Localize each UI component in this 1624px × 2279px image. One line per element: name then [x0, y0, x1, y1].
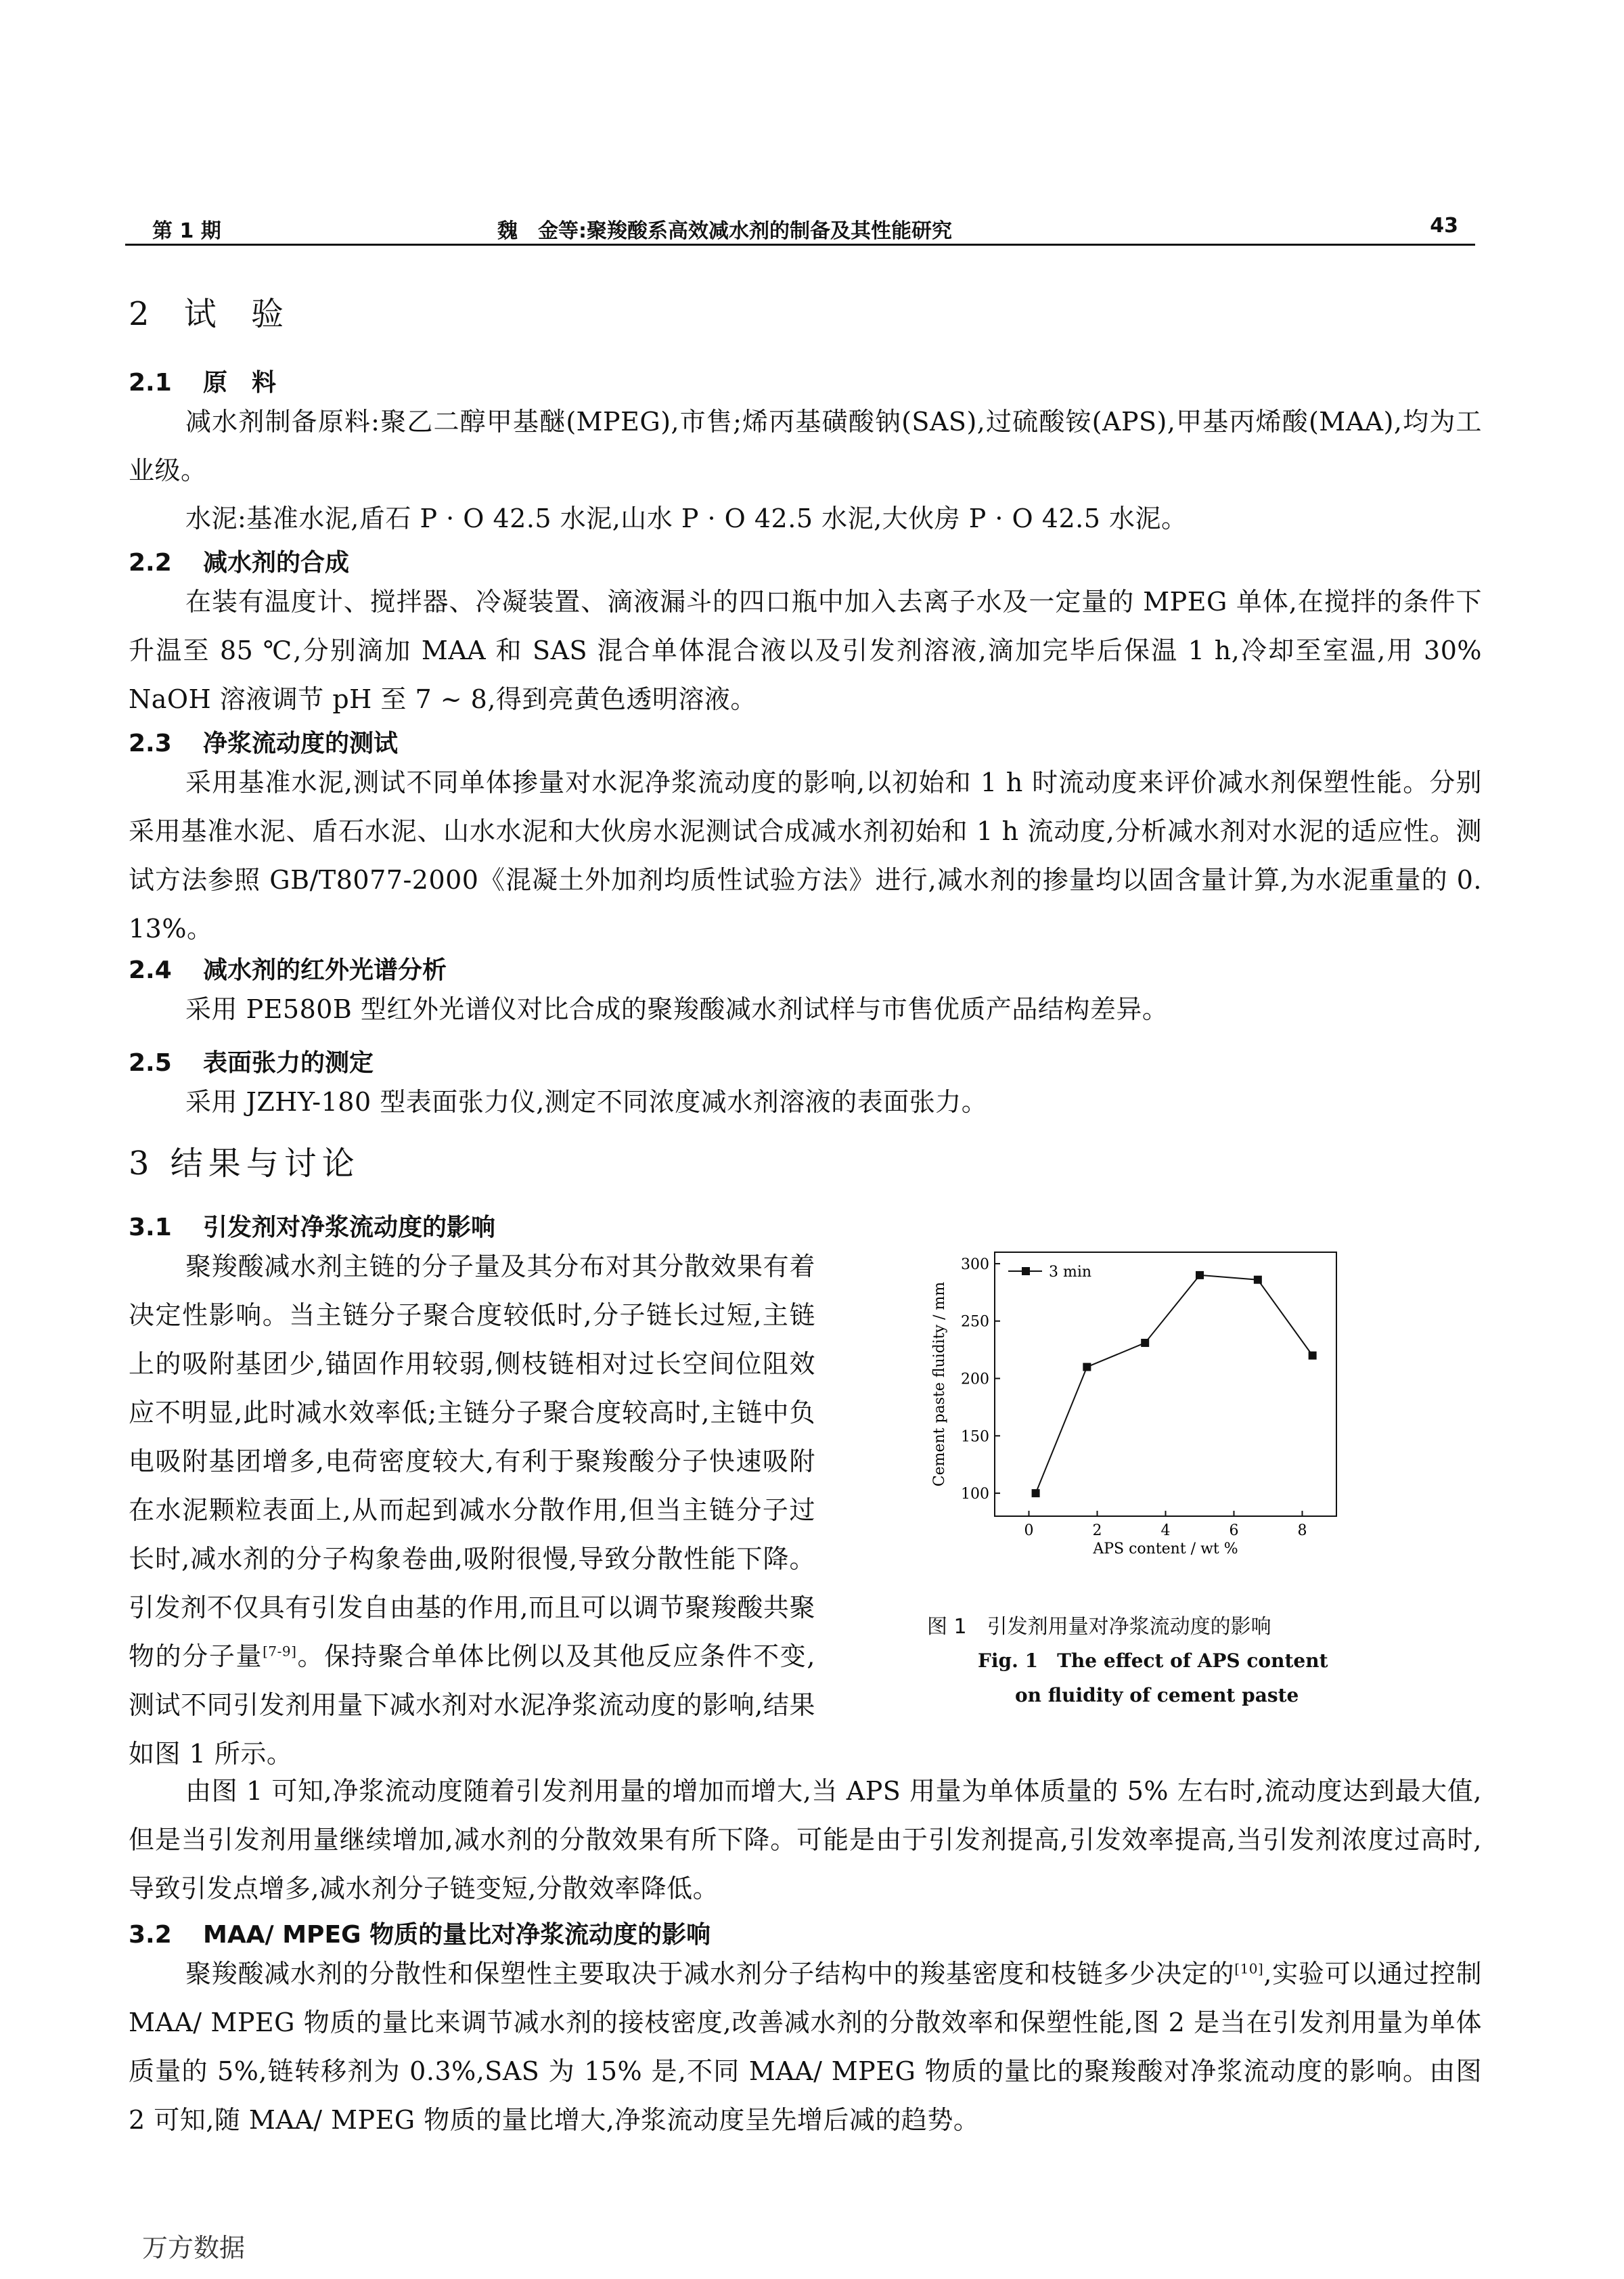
section-2-1-heading	[129, 363, 276, 398]
legend-marker	[1022, 1267, 1030, 1275]
data-point	[1254, 1276, 1262, 1284]
paragraph-text: 聚羧酸减水剂的分散性和保塑性主要取决于减水剂分子结构中的羧基密度和枝链多少决定的	[185, 1959, 1235, 1989]
y-tick-label: 200	[961, 1371, 989, 1388]
article-title-header: 魏 金等:聚羧酸系高效减水剂的制备及其性能研究	[497, 219, 952, 243]
watermark-text: 万方数据	[142, 2233, 246, 2263]
y-tick-label: 250	[961, 1313, 989, 1331]
y-tick-label: 100	[961, 1486, 989, 1503]
paragraph-3-2	[129, 1949, 1482, 2144]
y-axis-label: Cement paste fluidity / mm	[931, 1281, 948, 1487]
paragraph-2-1a: 减水剂制备原料:聚乙二醇甲基醚(MPEG),市售;烯丙基磺酸钠(SAS),过硫酸铵(APS),甲基丙烯酸(MAA),均为工业级。	[129, 407, 1482, 485]
data-point	[1083, 1363, 1091, 1371]
section-2-heading: 2 试 验	[129, 295, 296, 333]
paragraph-2-3: 采用基准水泥,测试不同单体掺量对水泥净浆流动度的影响,以初始和 1 h 时流动度来评价减水剂保塑性能。分别采用基准水泥、盾石水泥、山水水泥和大伙房水泥测试合成减水剂初始和 1 h 流动度,分析减水剂对水泥的适应性。测试方法参照 GB/T8077-2000《混凝土外加剂均质性试验方法》进行,减水剂的掺量均以固含量计算,为水泥重量的 0. 13%。	[129, 768, 1482, 944]
running-head	[125, 211, 1475, 246]
paragraph-3-1a	[129, 1242, 815, 1778]
heading-text: 减水剂的红外光谱分析	[203, 956, 447, 984]
paragraph-3-1b: 由图 1 可知,净浆流动度随着引发剂用量的增加而增大,当 APS 用量为单体质量的 5% 左右时,流动度达到最大值,但是当引发剂用量继续增加,减水剂的分散效果有所下降。可能是由于引发剂提高,引发效率提高,当引发剂浓度过高时,导致引发点增多,减水剂分子链变短,分散效率降低。	[129, 1776, 1482, 1903]
paragraph-text: 聚羧酸减水剂主链的分子量及其分布对其分散效果有着决定性影响。当主链分子聚合度较低时,分子链长过短,主链上的吸附基团少,锚固作用较弱,侧枝链相对过长空间位阻效应不明显,此时减水效率低;主链分子聚合度较高时,主链中负电吸附基团增多,电荷密度较大,有利于聚羧酸分子快速吸附在水泥颗粒表面上,从而起到减水分散作用,但当主链分子过长时,减水剂的分子构象卷曲,吸附很慢,导致分散性能下降。引发剂不仅具有引发自由基的作用,而且可以调节聚羧酸共聚物的分子量	[129, 1252, 815, 1671]
heading-number: 2.2	[129, 549, 172, 577]
legend-label: 3 min	[1049, 1264, 1092, 1281]
citation-ref: [10]	[1234, 1960, 1264, 1977]
section-2-4-heading	[129, 951, 447, 986]
x-tick-label: 8	[1297, 1522, 1307, 1539]
series-line	[1036, 1275, 1313, 1493]
paragraph-text-tail: 。保持聚合单体比例以及其他反应条件不变,测试不同引发剂用量下减水剂对水泥净浆流动度的影响,结果如图 1 所示。	[129, 1641, 815, 1769]
page-number: 43	[1430, 214, 1458, 238]
section-3-2-heading	[129, 1916, 710, 1950]
paragraph-2-2: 在装有温度计、搅拌器、冷凝装置、滴液漏斗的四口瓶中加入去离子水及一定量的 MPEG 单体,在搅拌的条件下升温至 85 ℃,分别滴加 MAA 和 SAS 混合单体混合液以及引发剂溶液,滴加完毕后保温 1 h,冷却至室温,用 30% NaOH 溶液调节 pH 至 7 ~ 8,得到亮黄色透明溶液。	[129, 587, 1482, 714]
x-tick-label: 2	[1092, 1522, 1102, 1539]
heading-text: 表面张力的测定	[203, 1049, 374, 1077]
data-point	[1309, 1352, 1317, 1360]
heading-text: 引发剂对净浆流动度的影响	[203, 1214, 496, 1241]
plot-frame	[995, 1252, 1336, 1516]
paragraph-text-tail: ,实验可以通过控制 MAA/ MPEG 物质的量比来调节减水剂的接枝密度,改善减水剂的分散效率和保塑性能,图 2 是当在引发剂用量为单体质量的 5%,链转移剂为 0.3%,SAS 为 15% 是,不同 MAA/ MPEG 物质的量比的聚羧酸对净浆流动度的影响。由图 2 可知,随 MAA/ MPEG 物质的量比增大,净浆流动度呈先增后减的趋势。	[129, 1959, 1482, 2135]
figure-caption-cn: 图 1 引发剂用量对净浆流动度的影响	[927, 1615, 1271, 1639]
heading-text: 减水剂的合成	[203, 549, 350, 577]
heading-number: 3.1	[129, 1214, 172, 1241]
x-tick-label: 6	[1229, 1522, 1239, 1539]
heading-number: 2.1	[129, 369, 172, 397]
paragraph-2-5: 采用 JZHY-180 型表面张力仪,测定不同浓度减水剂溶液的表面张力。	[185, 1087, 988, 1117]
section-3-1-heading	[129, 1208, 495, 1243]
figure-1	[900, 1239, 1435, 1618]
data-point	[1141, 1339, 1149, 1347]
heading-number: 2.5	[129, 1049, 172, 1077]
heading-number: 2.3	[129, 730, 172, 757]
heading-text: MAA/ MPEG 物质的量比对净浆流动度的影响	[203, 1921, 711, 1949]
data-point	[1196, 1271, 1204, 1279]
section-3-heading: 3 结果与讨论	[129, 1145, 360, 1182]
issue-label: 第 1 期	[152, 219, 221, 243]
x-tick-label: 4	[1160, 1522, 1171, 1539]
citation-ref: [7-9]	[263, 1643, 297, 1660]
figure-caption-en-line2: on fluidity of cement paste	[1015, 1684, 1299, 1706]
section-2-5-heading	[129, 1044, 374, 1078]
x-tick-label: 0	[1024, 1522, 1034, 1539]
heading-number: 2.4	[129, 956, 172, 984]
y-tick-label: 150	[961, 1428, 989, 1446]
section-2-3-heading	[129, 724, 398, 759]
heading-text: 原 料	[203, 369, 277, 397]
figure-caption-en-line1: Fig. 1 The effect of APS content	[978, 1650, 1328, 1672]
heading-text: 净浆流动度的测试	[203, 730, 399, 757]
fluidity-chart	[900, 1239, 1435, 1618]
heading-number: 3.2	[129, 1921, 172, 1949]
y-tick-label: 300	[961, 1256, 989, 1273]
paragraph-2-4: 采用 PE580B 型红外光谱仪对比合成的聚羧酸减水剂试样与市售优质产品结构差异。	[185, 994, 1169, 1024]
section-2-2-heading	[129, 544, 349, 578]
x-axis-label: APS content / wt %	[1093, 1541, 1238, 1557]
data-point	[1032, 1489, 1040, 1497]
paragraph-2-1b: 水泥:基准水泥,盾石 P · O 42.5 水泥,山水 P · O 42.5 水泥,大伙房 P · O 42.5 水泥。	[185, 504, 1188, 533]
